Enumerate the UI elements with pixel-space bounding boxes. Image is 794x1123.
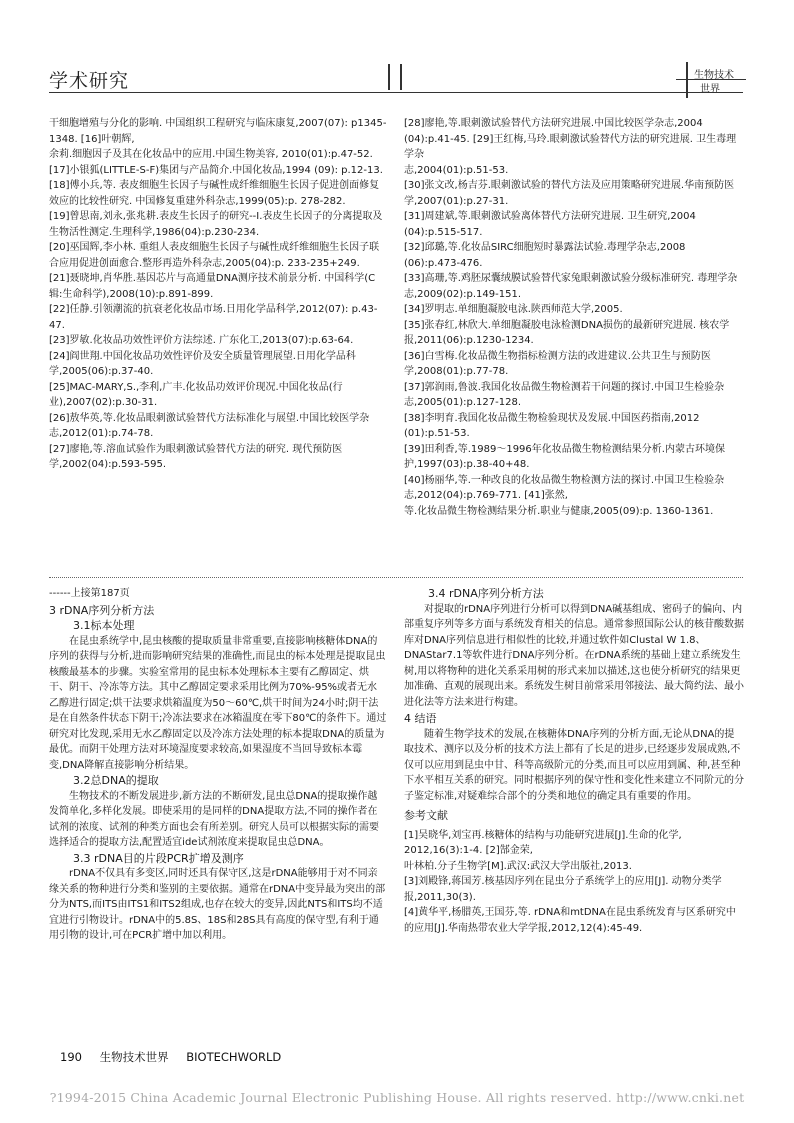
- body-right-column: [404, 586, 744, 936]
- heading-section-3-4: 3.4 rDNA序列分析方法: [428, 587, 544, 600]
- page-number: 190: [60, 1050, 82, 1064]
- reference-item: [31]周建斌,等.眼刺激试验离体替代方法研究进展. 卫生研究,2004 (04):p.515-517.: [404, 211, 696, 238]
- reference-item: [37]郭润雨,鲁波.我国化妆品微生物检测若干问题的探讨.中国卫生检验杂志,2005(01):p.127-128.: [404, 381, 725, 408]
- heading-section-3-2: 3.2总DNA的提取: [73, 774, 159, 787]
- reference-item: 干细胞增殖与分化的影响. 中国组织工程研究与临床康复,2007(07): p1345-1348. [16]叶朝辉,: [49, 118, 387, 145]
- reference-item: [30]张文改,杨吉芬.眼刺激试验的替代方法及应用策略研究进展.华南预防医学,2007(01):p.27-31.: [404, 180, 735, 207]
- references-title: 参考文献: [404, 809, 448, 822]
- reference-item: 等.化妆品微生物检测结果分析.职业与健康,2005(09):p. 1360-1361.: [404, 505, 714, 517]
- reference-item: [34]罗明志.单细胞凝胶电泳.陕西师范大学,2005.: [404, 304, 623, 315]
- reference-item: [28]廖艳,等.眼刺激试验替代方法研究进展.中国比较医学杂志,2004 (04):p.41-45. [29]王红梅,马玲.眼刺激试验替代方法的研究进展. 卫生毒理学杂: [404, 118, 737, 160]
- header-divider-bars: [388, 64, 402, 90]
- reference-item: [32]邱璐,等.化妆品SIRC细胞短时暴露法试验.毒理学杂志,2008 (06):p.473-476.: [404, 242, 686, 269]
- reference-item: [20]巫国辉,李小林. 重组人表皮细胞生长因子与碱性成纤维细胞生长因子联合应用促进创面愈合.整形再造外科杂志,2005(04):p. 233-235+249.: [49, 242, 380, 269]
- references-right-column: [404, 116, 744, 519]
- heading-section-3: 3 rDNA序列分析方法: [49, 603, 155, 617]
- paragraph-3-3: rDNA不仅具有多变区,同时还具有保守区,这是rDNA能够用于对不同亲缘关系的物种进行分类和鉴别的主要依据。通常在rDNA中变异最为突出的部分为NTS,而ITS由ITS1和ITS2组成,也存在较大的变异,因此NTS和ITS均不适宜进行引物设计。rDNA中的5.8S、18S和28S具有高度的保守型,有利于通用引物的设计,可在PCR扩增中加以利用。: [49, 868, 386, 941]
- reference-item: [25]MAC-MARY,S.,李利,广丰.化妆品功效评价现况.中国化妆品(行业),2007(02):p.30-31.: [49, 381, 343, 408]
- reference-item: [4]黄华平,杨腊英,王国芬,等. rDNA和mtDNA在昆虫系统发育与区系研究中的应用[J].华南热带农业大学学报,2012,12(4):45-49.: [404, 907, 736, 934]
- logo-text-line1: 生物技术: [694, 70, 734, 81]
- reference-item: 余莉.细胞因子及其在化妆品中的应用.中国生物美容, 2010(01):p.47-52.: [49, 149, 373, 160]
- paragraph-3-4: 对提取的rDNA序列进行分析可以得到DNA碱基组成、密码子的偏向、内部重复序列等多方面与系统发育相关的信息。通常参照国际公认的核苷酸数据库对DNA序列信息进行相似性的比较,并通过软件如Clustal W 1.8、DNAStar7.1等软件进行DNA序列分析。在rDNA系统的基础上建立系统发生树,用以将物种的进化关系采用树的形式来加以描述,这也使分析研究的结果更加准确、直观的展现出来。系统发生树目前常采用邻接法、最大简约法、最小进化法等方法来进行构建。: [404, 603, 744, 708]
- reference-item: [21]聂晓坤,肖华胜.基因芯片与高通量DNA测序技术前景分析. 中国科学(C辑:生命科学),2008(10):p.891-899.: [49, 273, 376, 300]
- reference-item: [35]张春红,林欣大.单细胞凝胶电泳检测DNA损伤的最新研究进展. 核农学报,2011(06):p.1230-1234.: [404, 319, 730, 346]
- reference-item: [19]曾思南,刘永,张兆耕.表皮生长因子的研究--Ⅰ.表皮生长因子的分离提取及生物活性测定.生理科学,1986(04):p.230-234.: [49, 211, 383, 238]
- paragraph-3-2: 生物技术的不断发展进步,新方法的不断研发,昆虫总DNA的提取操作越发简单化,多样化发展。即使采用的是同样的DNA提取方法,不同的操作者在试剂的浓度、试剂的种类方面也会有所差别。研究人员可以根据实际的需要选择适合的提取方法,配置适宜ide试剂浓度来提取昆虫总DNA。: [49, 790, 379, 848]
- paragraph-4: 随着生物学技术的发展,在核糖体DNA序列的分析方面,无论从DNA的提取技术、测序以及分析的技术方法上都有了长足的进步,已经逐步发展成熟,不仅可以应用到昆虫中甘、科等高级阶元的分类,而且可以应用到属、种,甚至种下水平相互关系的研究。同时根据序列的保守性和变化性来建立不同阶元的分子鉴定标准,对疑难综合部个的分类和地位的确定具有重要的作用。: [404, 728, 744, 802]
- references-left-column: [49, 116, 387, 473]
- paragraph-3-1: 在昆虫系统学中,昆虫核酸的提取质量非常重要,直接影响核糖体DNA的序列的获得与分析,进而影响研究结果的准确性,而昆虫的标本处理是提取昆虫核酸最基本的步骤。实验室常用的昆虫标本处理标本主要有乙醇固定、烘干、阴干、冷冻等方法。其中乙醇固定要求采用比例为70%-95%或者无水乙醇进行固定;烘干法要求烘箱温度为50～60℃,烘干时间为24小时;阴干法是在自然条件状态下阴干;冷冻法要求在冰箱温度在零下80℃的条件下。通过研究对比发现,采用无水乙醇固定以及冷冻方法处理的标本提取DNA的质量为最优。而阴干处理方法对环境湿度要求较高,如果湿度不当回导致标本霉变,DNA降解直接影响分析结果。: [49, 635, 387, 771]
- reference-item: [1]吴晓华,刘宝再.核糖体的结构与功能研究进展[J].生命的化学, 2012,16(3):1-4. [2]郜金荣,: [404, 829, 682, 856]
- logo-text-line2: 世界: [700, 84, 720, 95]
- reference-item: [23]罗敏.化妆品功效性评价方法综述. 广东化工,2013(07):p.63-64.: [49, 335, 354, 346]
- reference-item: [33]高珊,等.鸡胚尿囊绒膜试验替代家兔眼刺激试验分级标准研究. 毒理学杂志,2009(02):p.149-151.: [404, 273, 738, 300]
- reference-item: [27]廖艳,等.溶血试验作为眼刺激试验替代方法的研究. 现代预防医学,2002(04):p.593-595.: [49, 443, 343, 470]
- reference-item: [17]小银狐(LITTLE-S-F)集团与产品简介.中国化妆品,1994 (09): p.12-13.: [49, 164, 383, 176]
- journal-name-en: BIOTECHWORLD: [186, 1050, 282, 1064]
- reference-item: [39]田利香,等.1989～1996年化妆品微生物检测结果分析.内蒙古环境保护,1997(03):p.38-40+48.: [404, 443, 725, 470]
- section-title: 学术研究: [49, 70, 130, 92]
- reference-item: [24]阎世翔.中国化妆品功效性评价及安全质量管理展望.日用化学品科学,2005(06):p.37-40.: [49, 350, 356, 377]
- section-dotted-divider: [49, 577, 743, 578]
- copyright-watermark: ?1994-2015 China Academic Journal Electronic Publishing House. All rights reserved. http://www.cnki.net: [49, 1090, 745, 1105]
- reference-item: [3]刘殿锋,蒋国芳.核基因序列在昆虫分子系统学上的应用[J]. 动物分类学报,2011,30(3).: [404, 876, 722, 903]
- header-rule: [49, 92, 743, 93]
- reference-item: 志,2004(01):p.51-53.: [404, 164, 509, 176]
- page-footer: [60, 1049, 295, 1065]
- heading-section-3-3: 3.3 rDNA目的片段PCR扩增及测序: [73, 851, 244, 865]
- body-left-column: [49, 586, 387, 944]
- reference-item: [36]白雪梅.化妆品微生物指标检测方法的改进建议.公共卫生与预防医学,2008(01):p.77-78.: [404, 350, 711, 377]
- reference-item: [40]杨丽华,等.一种改良的化妆品微生物检测方法的探讨.中国卫生检验杂志,2012(04):p.769-771. [41]张然,: [404, 474, 725, 501]
- continued-note: ------上接第187页: [49, 588, 130, 599]
- journal-name-cn: 生物技术世界: [99, 1050, 169, 1064]
- reference-item: [18]傅小兵,等. 表皮细胞生长因子与碱性成纤维细胞生长因子促进创面修复效应的比较性研究. 中国修复重建外科杂志,1999(05):p. 278-282.: [49, 180, 380, 207]
- reference-item: [22]任静.引领潮流的抗衰老化妆品市场.日用化学品科学,2012(07): p.43-47.: [49, 304, 378, 331]
- heading-section-3-1: 3.1标本处理: [73, 619, 135, 632]
- reference-item: [26]敖华英,等.化妆品眼刺激试验替代方法标准化与展望.中国比较医学杂志,2012(01):p.74-78.: [49, 412, 370, 439]
- heading-section-4: 4 结语: [404, 712, 437, 725]
- reference-item: [38]李明育.我国化妆品微生物检验现状及发展.中国医药指南,2012 (01):p.51-53.: [404, 412, 700, 439]
- reference-item: 叶林柏.分子生物学[M].武汉:武汉大学出版社,2013.: [404, 860, 632, 872]
